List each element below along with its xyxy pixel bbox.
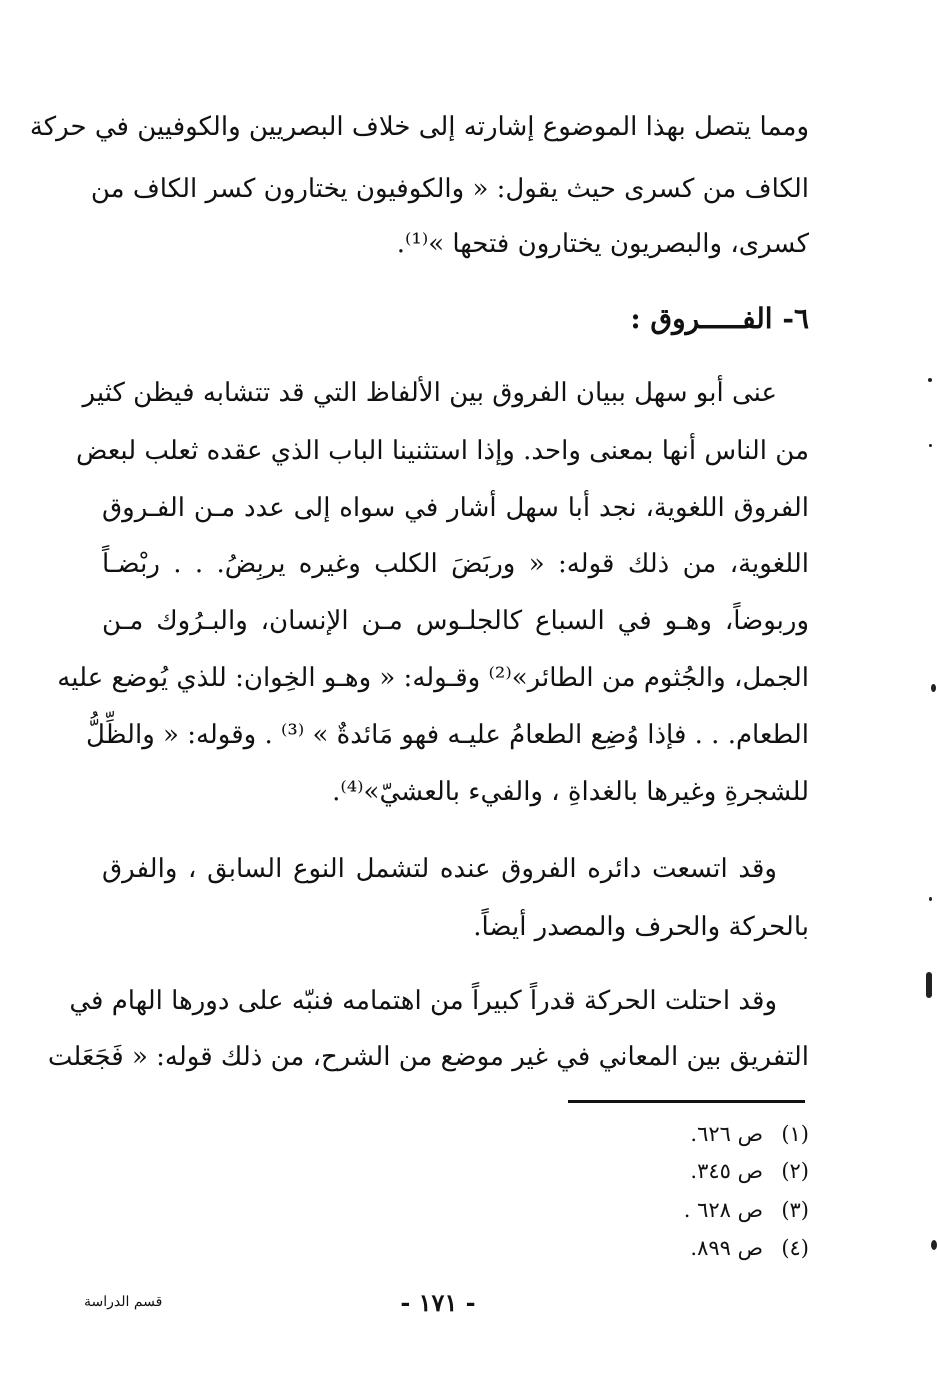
footnote-text: ص ٣٤٥. bbox=[690, 1159, 763, 1183]
footnote bbox=[509, 1196, 809, 1224]
footnote-number: (٤) bbox=[781, 1236, 809, 1260]
footnote-text: ص ٦٢٦. bbox=[690, 1122, 763, 1146]
paragraph-line: من الناس أنها بمعنى واحد. وإذا استثنينا الباب الذي عقده ثعلب لبعض bbox=[75, 436, 809, 466]
paragraph-line: الكاف من كسرى حيث يقول: « والكوفيون يختارون كسر الكاف من bbox=[90, 174, 809, 204]
scan-speck bbox=[928, 378, 932, 382]
scan-speck bbox=[931, 684, 936, 692]
paragraph-line: بالحركة والحرف والمصدر أيضاً. bbox=[473, 912, 809, 942]
footnote-separator bbox=[568, 1100, 805, 1103]
paragraph-line: عنى أبو سهل ببيان الفروق بين الألفاظ التي قد تتشابه فيظن كثير bbox=[82, 378, 777, 408]
footnote-text: ص ٨٩٩. bbox=[690, 1236, 763, 1260]
paragraph-line: الفروق اللغوية، نجد أبا سهل أشار في سواه إلى عدد مـن الفـروق bbox=[102, 493, 809, 523]
scan-speck bbox=[929, 444, 932, 447]
footnote-text: ص ٦٢٨ . bbox=[683, 1198, 763, 1222]
paragraph-line: الجمل، والجُثوم من الطائر»⁽²⁾ وقـوله: « وهـو الخِوان: للذي يُوضع عليه bbox=[57, 663, 809, 693]
footnote-number: (١) bbox=[781, 1122, 809, 1146]
footnote-number: (٣) bbox=[781, 1198, 809, 1222]
paragraph-line: ومما يتصل بهذا الموضوع إشارته إلى خلاف البصريين والكوفيين في حركة bbox=[29, 112, 809, 142]
paragraph-line: للشجرةِ وغيرها بالغداةِ ، والفيء بالعشيّ»⁽⁴⁾. bbox=[332, 777, 809, 807]
paragraph-line: كسرى، والبصريون يختارون فتحها »⁽¹⁾. bbox=[396, 229, 809, 259]
running-footer: قسم الدراسة bbox=[84, 1294, 163, 1310]
paragraph-line: وربوضاً، وهـو في السباع كالجلـوس مـن الإنسان، والبـرُوك مـن bbox=[102, 606, 809, 636]
paragraph-line: الطعام. . . فإذا وُضِع الطعامُ عليـه فهو مَائدةٌ » ⁽³⁾ . وقوله: « والظِّلُّ bbox=[86, 720, 809, 750]
footnote bbox=[509, 1157, 809, 1185]
scan-speck bbox=[931, 1240, 937, 1250]
scan-speck bbox=[926, 972, 932, 998]
page-number: - ١٧١ - bbox=[400, 1288, 476, 1317]
footnote bbox=[509, 1120, 809, 1148]
paragraph-line: وقد اتسعت دائره الفروق عنده لتشمل النوع السابق ، والفرق bbox=[102, 854, 777, 884]
paragraph-line: وقد احتلت الحركة قدراً كبيراً من اهتمامه فنبّه على دورها الهام في bbox=[69, 986, 777, 1016]
paragraph-line: التفريق بين المعاني في غير موضع من الشرح، من ذلك قوله: « فَجَعَلت bbox=[47, 1042, 809, 1072]
scan-speck bbox=[929, 897, 932, 901]
paragraph-line: اللغوية، من ذلك قوله: « وربَضَ الكلب وغيره يربِضُ. . . ربْضـاً bbox=[102, 549, 809, 579]
footnote bbox=[509, 1234, 809, 1262]
section-heading: ٦- الفـــــروق : bbox=[630, 302, 809, 335]
footnote-number: (٢) bbox=[781, 1159, 809, 1183]
